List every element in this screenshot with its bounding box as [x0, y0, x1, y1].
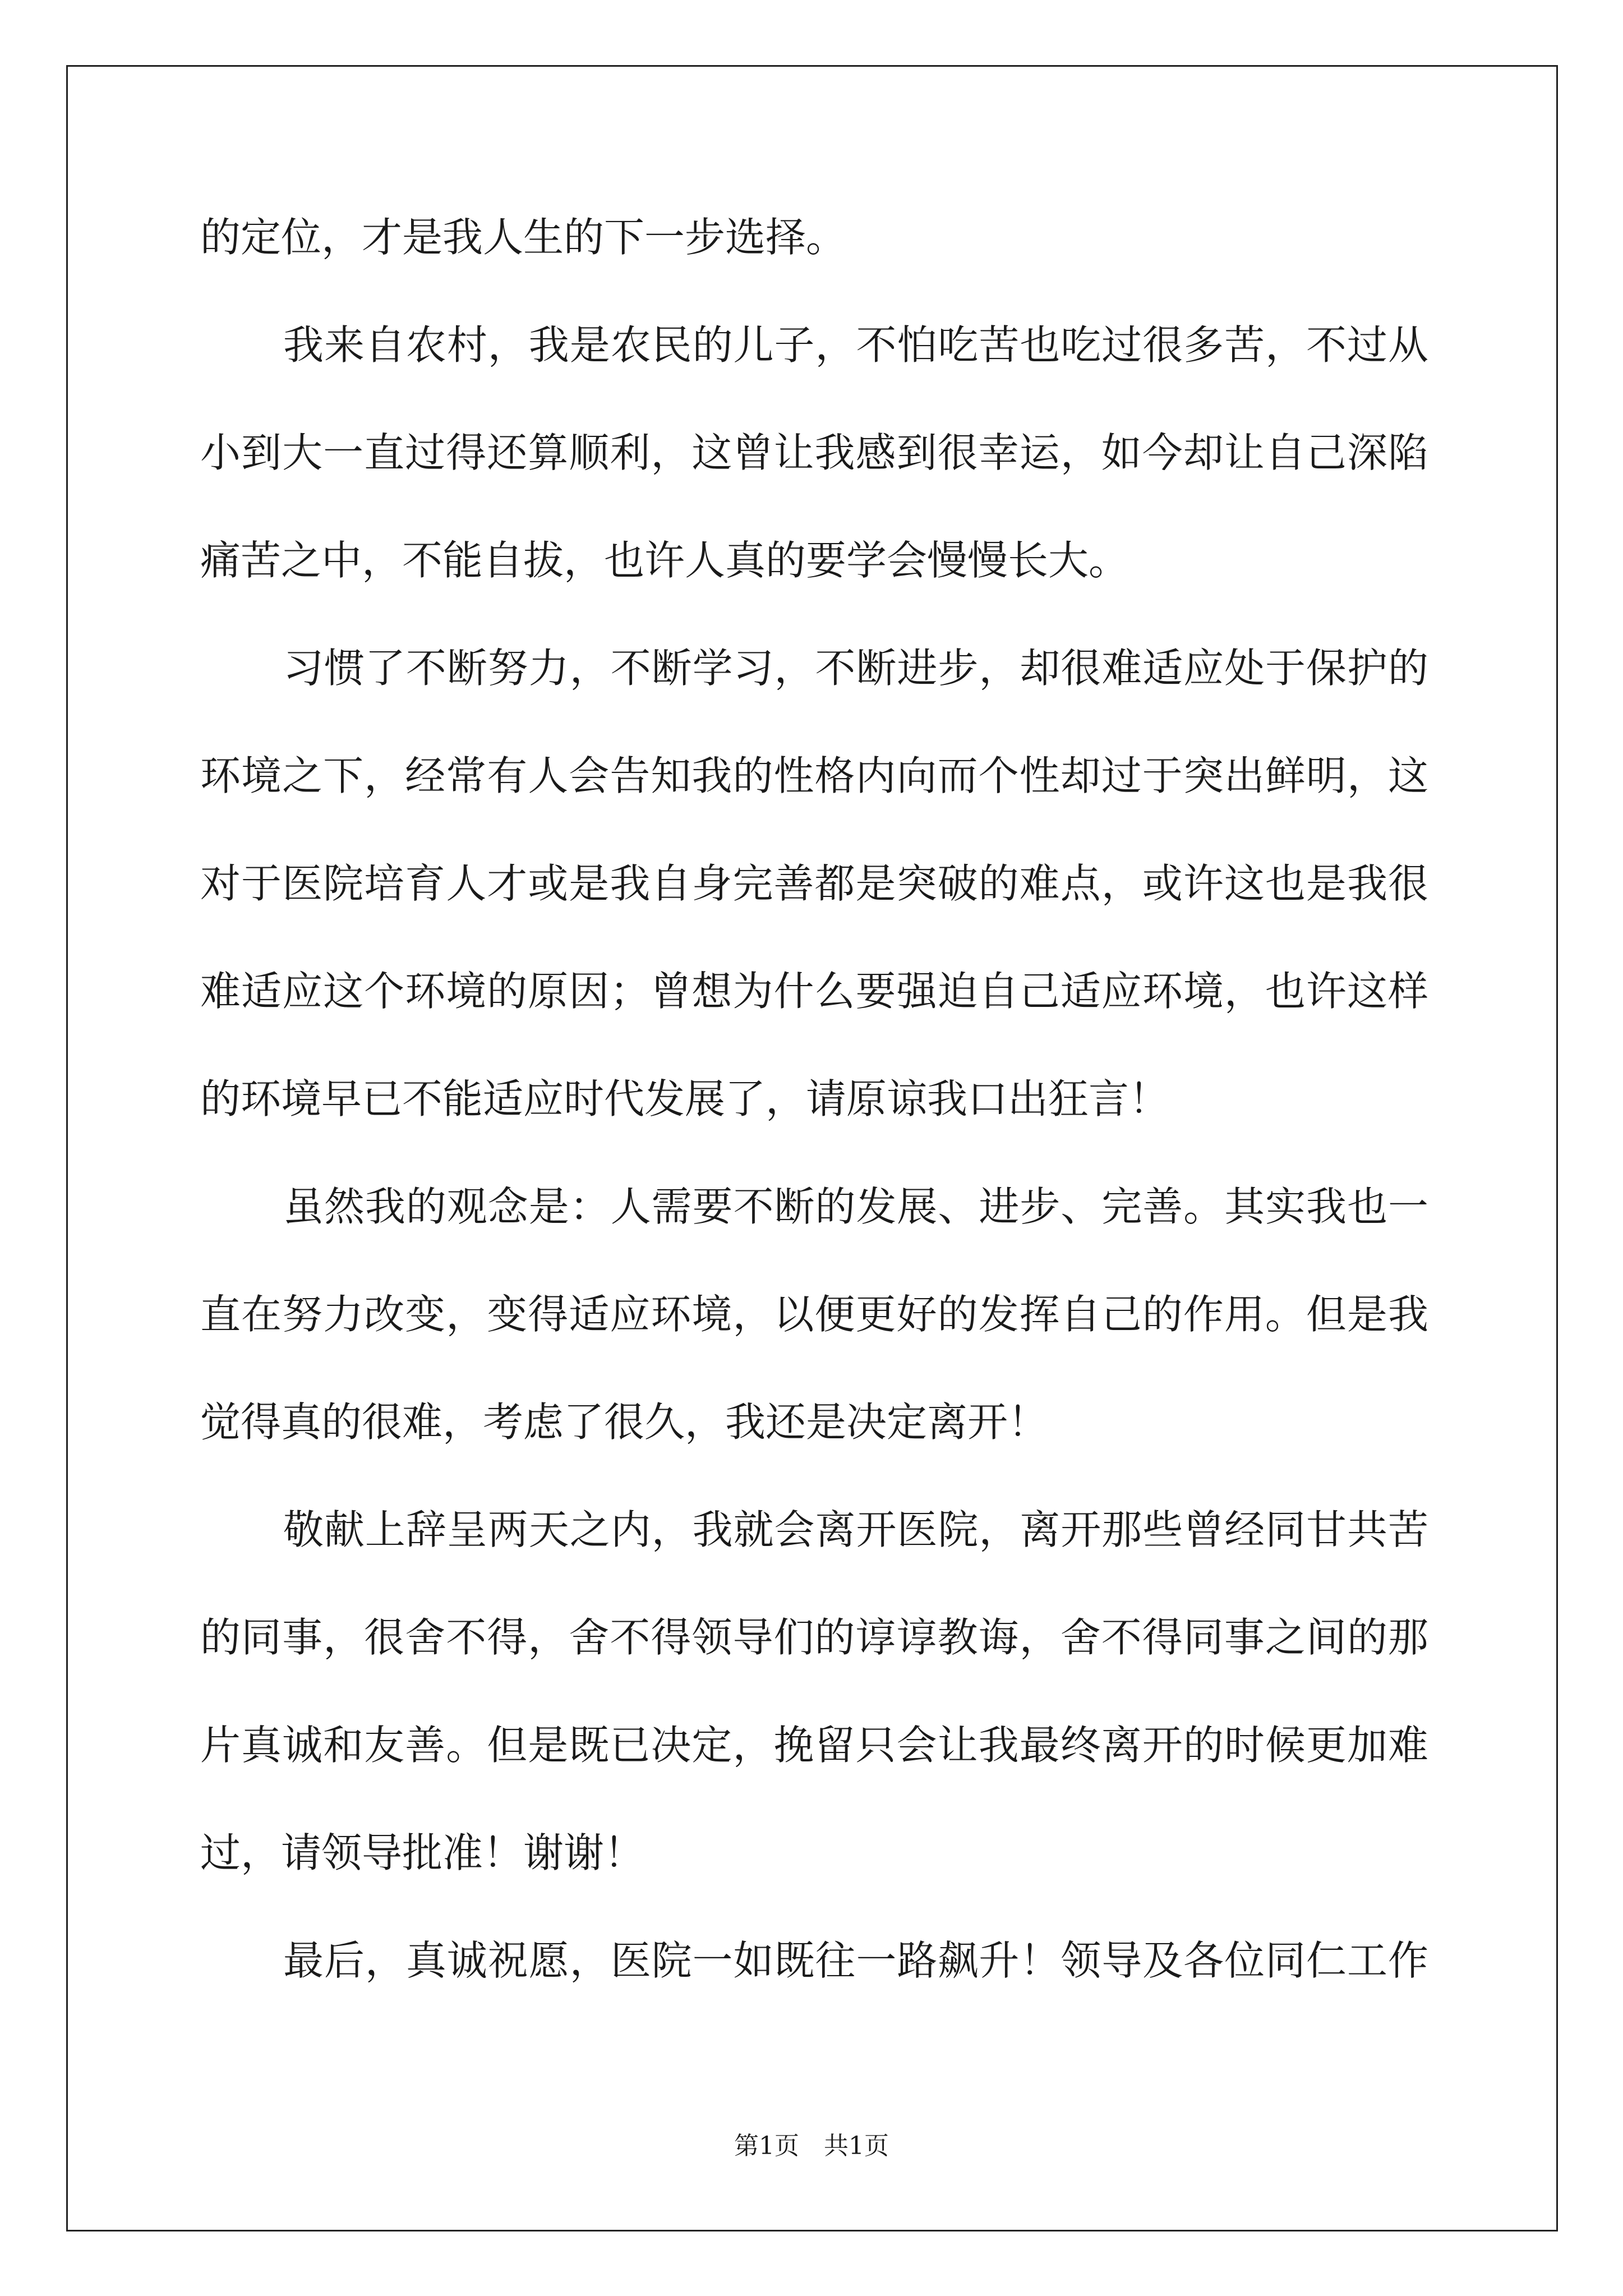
text-line: 直在努力改变，变得适应环境，以便更好的发挥自己的作用。但是我 — [200, 1291, 1428, 1338]
text-line: 片真诚和友善。但是既已决定，挽留只会让我最终离开的时候更加难 — [200, 1722, 1428, 1769]
paragraph-first-line: 最后，真诚祝愿，医院一如既往一路飙升！领导及各位同仁工作 — [283, 1937, 1428, 1984]
text-line: 难适应这个环境的原因；曾想为什么要强迫自己适应环境，也许这样 — [200, 968, 1428, 1015]
text-line: 的同事，很舍不得，舍不得领导们的谆谆教诲，舍不得同事之间的那 — [200, 1614, 1428, 1661]
text-line: 小到大一直过得还算顺利，这曾让我感到很幸运，如今却让自己深陷 — [200, 429, 1428, 476]
text-line: 的定位，才是我人生的下一步选择。 — [200, 214, 847, 261]
text-line: 过，请领导批准！谢谢！ — [200, 1829, 645, 1876]
text-line: 环境之下，经常有人会告知我的性格内向而个性却过于突出鲜明，这 — [200, 752, 1428, 799]
document-body — [200, 215, 1428, 2046]
paragraph-first-line: 虽然我的观念是：人需要不断的发展、进步、完善。其实我也一 — [283, 1183, 1428, 1230]
page-number-label: 第1页 共1页 — [734, 2132, 889, 2160]
text-line: 的环境早已不能适应时代发展了，请原谅我口出狂言！ — [200, 1075, 1170, 1122]
text-line: 痛苦之中，不能自拔，也许人真的要学会慢慢长大。 — [200, 537, 1129, 584]
paragraph-first-line: 我来自农村，我是农民的儿子，不怕吃苦也吃过很多苦，不过从 — [283, 321, 1428, 369]
text-line: 觉得真的很难，考虑了很久，我还是决定离开！ — [200, 1398, 1049, 1446]
paragraph-first-line: 习惯了不断努力，不断学习，不断进步，却很难适应处于保护的 — [283, 645, 1428, 692]
text-line: 对于医院培育人才或是我自身完善都是突破的难点，或许这也是我很 — [200, 860, 1428, 907]
page-footer — [0, 2129, 1623, 2163]
paragraph-first-line: 敬献上辞呈两天之内，我就会离开医院，离开那些曾经同甘共苦 — [283, 1506, 1428, 1553]
